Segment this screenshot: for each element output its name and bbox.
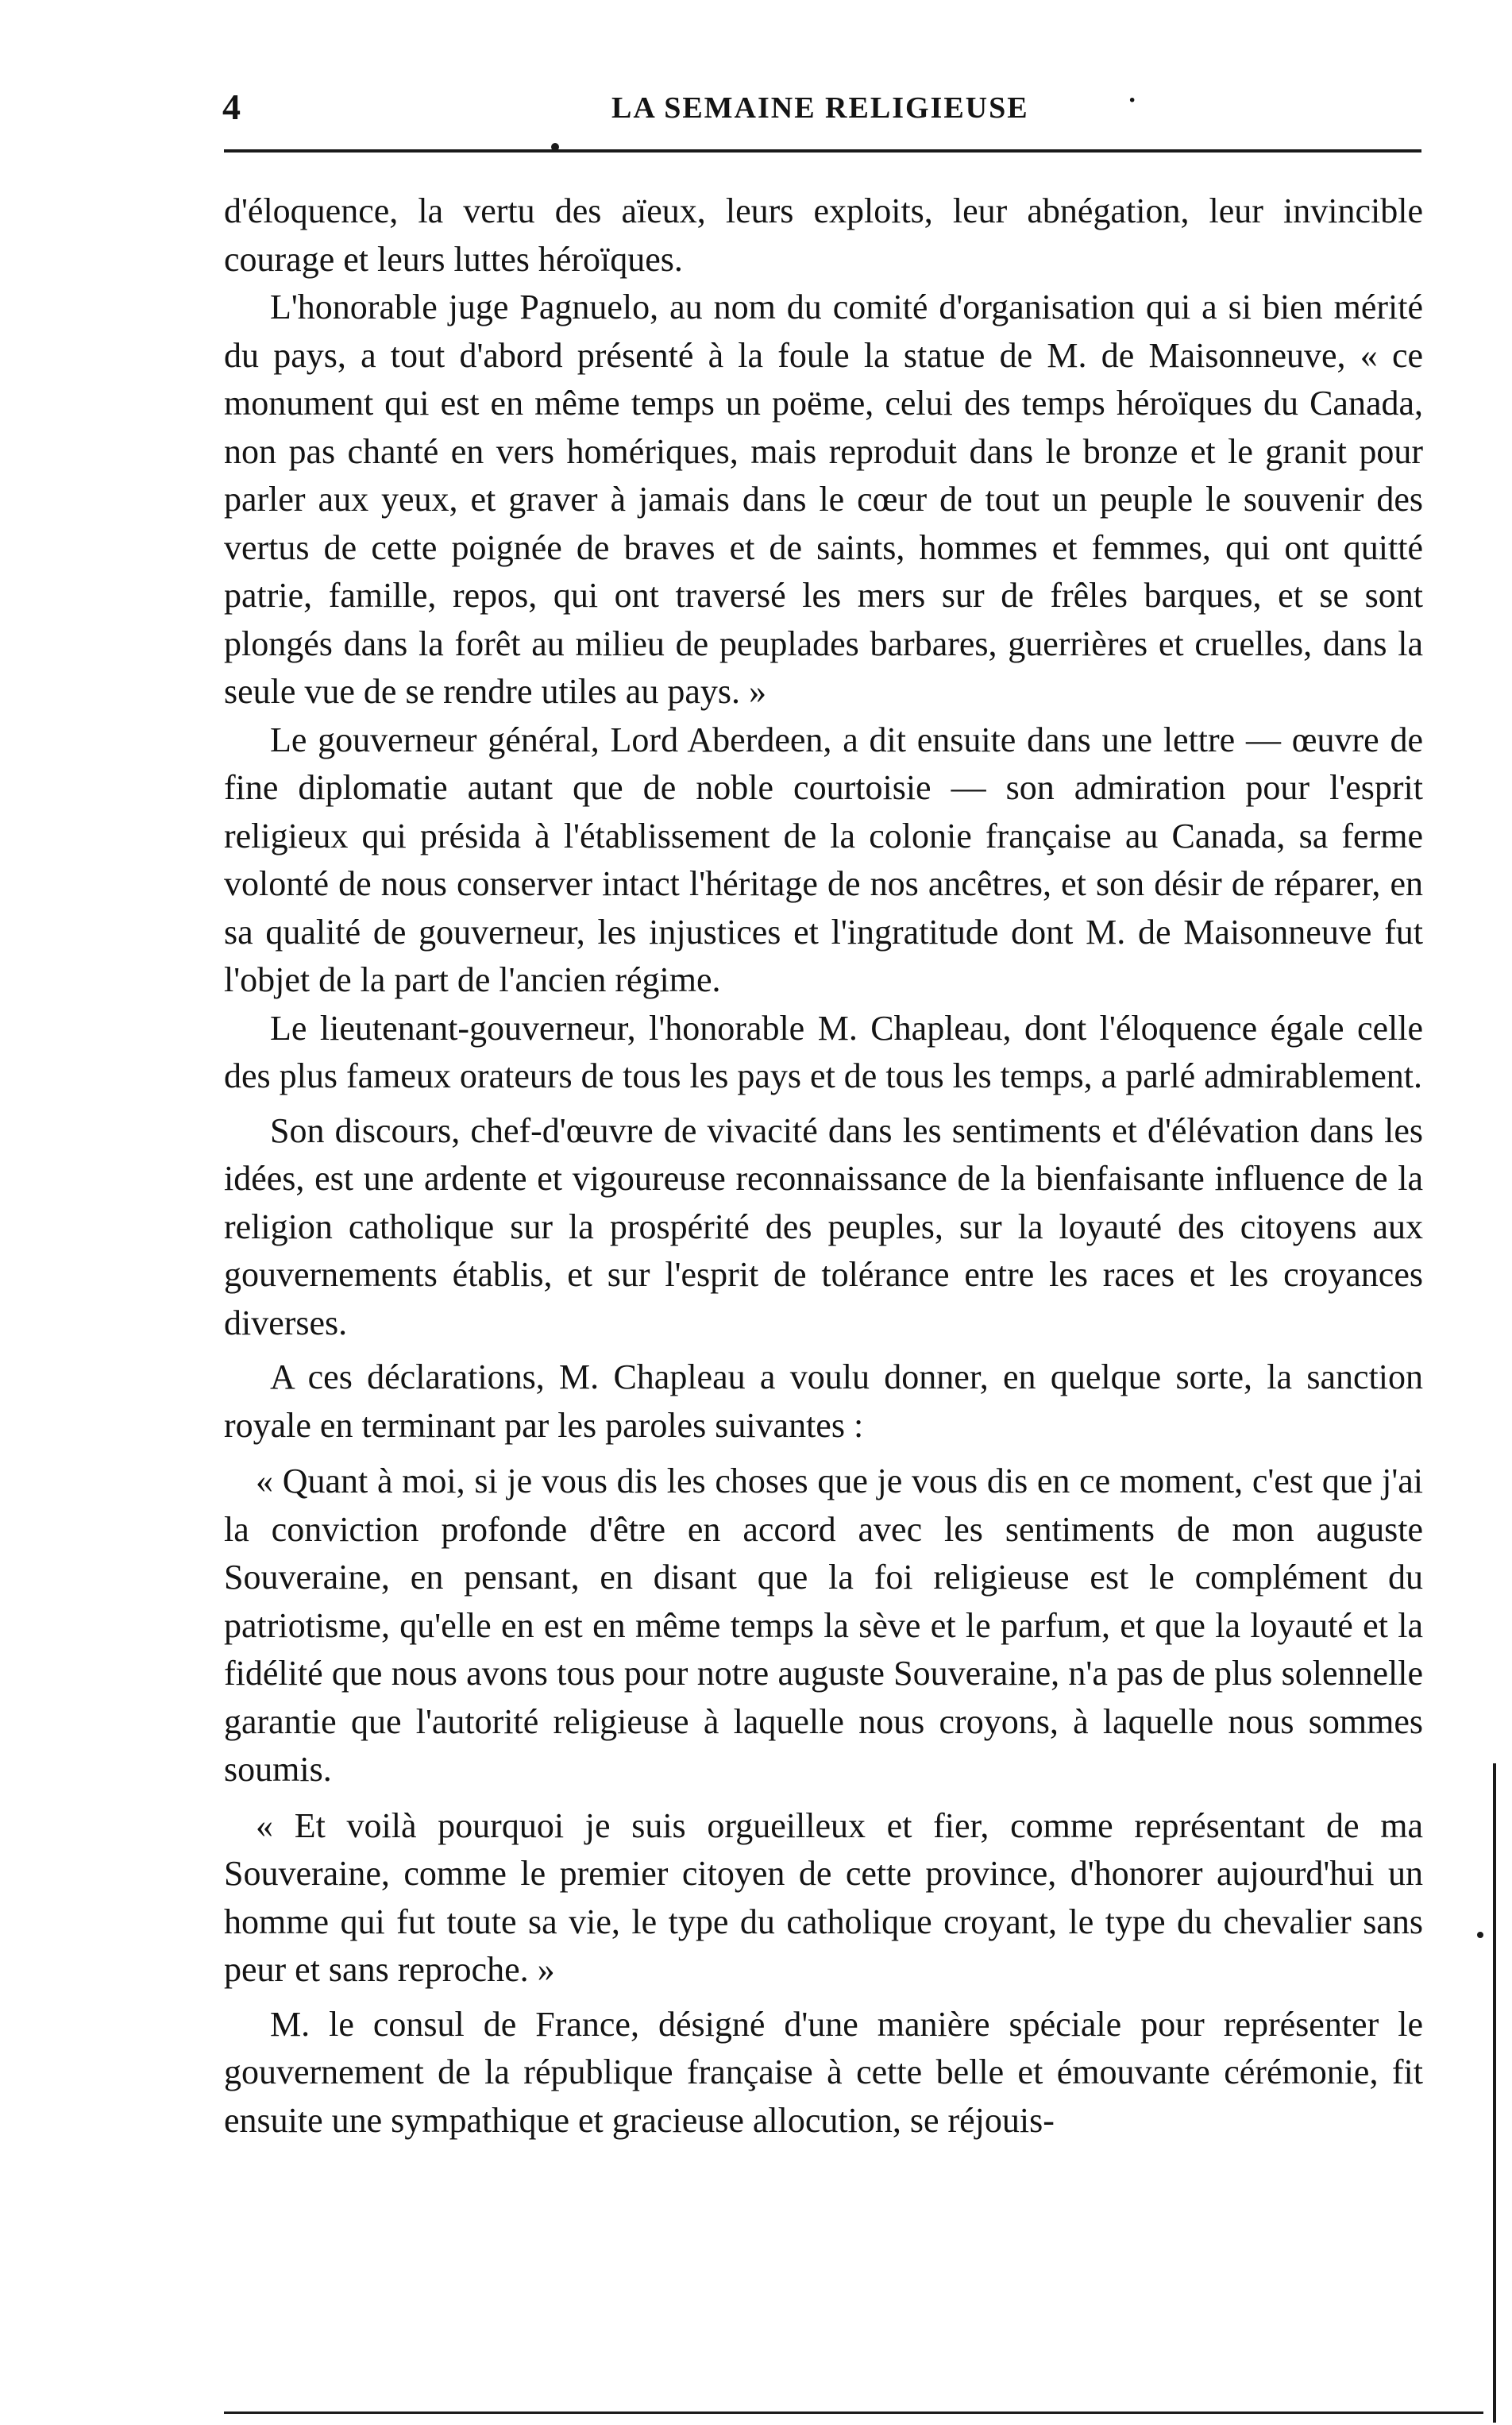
quote-paragraph-2: « Et voilà pourquoi je suis orgueilleux et fier, comme représentant de ma Souveraine, comme le premier citoyen de cette province, d'honorer aujourd'hui un homme qui fut toute sa vie, le type du catholique croyant, le type du chevalier sans peur et sans reproche. » <box>224 1805 1423 1989</box>
running-title: LA SEMAINE RELIGIEUSE <box>611 91 1029 125</box>
body-text <box>224 187 1423 2145</box>
paragraph-declarations: A ces déclarations, M. Chapleau a voulu donner, en quelque sorte, la sanction royale en terminant par les paroles suivantes : <box>224 1357 1423 1445</box>
header-mark: · <box>1128 86 1137 115</box>
paragraph-consul: M. le consul de France, désigné d'une manière spéciale pour représenter le gouvernement de la république française à cette belle et émouvante cérémonie, fit ensuite une sympathique et gracieuse allocution, se réjouis- <box>224 2004 1423 2140</box>
paragraph-chapleau: Le lieutenant-gouverneur, l'honorable M. Chapleau, dont l'éloquence égale celle des plus fameux orateurs de tous les pays et de tous les temps, a parlé admirablement. <box>224 1008 1423 1095</box>
page-edge-line <box>1493 1763 1496 2423</box>
paragraph-discours: Son discours, chef-d'œuvre de vivacité dans les sentiments et d'élévation dans les idées, est une ardente et vigoureuse reconnaissance de la bienfaisante influence de la religion catholique sur la prospérité des peuples, sur la loyauté des citoyens aux gouvernements établis, et sur l'esprit de tolérance entre les races et les croyances diverses. <box>224 1110 1423 1342</box>
header-rule <box>224 149 1421 153</box>
paragraph-pagnuelo: L'honorable juge Pagnuelo, au nom du comité d'organisation qui a si bien mérité du pays, a tout d'abord présenté à la foule la statue de M. de Maisonneuve, « ce monument qui est en même temps un poëme, celui des temps héroïques du Canada, non pas chanté en vers homériques, mais reproduit dans le bronze et le granit pour parler aux yeux, et graver à jamais dans le cœur de tout un peuple le souvenir des vertus de cette poignée de braves et de saints, hommes et femmes, qui ont quitté patrie, famille, repos, qui ont traversé les mers sur de frêles barques, et se sont plongés dans la forêt au milieu de peuplades barbares, guerrières et cruelles, dans la seule vue de se rendre utiles au pays. » <box>224 288 1423 711</box>
margin-speck <box>1477 1932 1483 1938</box>
page-header <box>222 86 1414 133</box>
paragraph-aberdeen: Le gouverneur général, Lord Aberdeen, a dit ensuite dans une lettre — œuvre de fine diplomatie autant que de noble courtoisie — son admiration pour l'esprit religieux qui présida à l'établissement de la colonie française au Canada, sa ferme volonté de nous conserver intact l'héritage de nos ancêtres, et son désir de réparer, en sa qualité de gouverneur, les injustices et l'ingratitude dont M. de Maisonneuve fut l'objet de la part de l'ancien régime. <box>224 720 1423 999</box>
paragraph-continuation: d'éloquence, la vertu des aïeux, leurs exploits, leur abnégation, leur invincible courage et leurs luttes héroïques. <box>224 191 1423 279</box>
page-number: 4 <box>222 87 241 127</box>
bottom-edge-line <box>224 2411 1483 2414</box>
quote-paragraph-1: « Quant à moi, si je vous dis les choses que je vous dis en ce moment, c'est que j'ai la conviction profonde d'être en accord avec les sentiments de mon auguste Souveraine, en pensant, en disant que la foi religieuse est le complément du patriotisme, qu'elle en est en même temps la sève et le parfum, et que la loyauté et la fidélité que nous avons tous pour notre auguste Souveraine, n'a pas de plus solennelle garantie que l'autorité religieuse à laquelle nous croyons, à laquelle nous sommes soumis. <box>224 1462 1423 1789</box>
